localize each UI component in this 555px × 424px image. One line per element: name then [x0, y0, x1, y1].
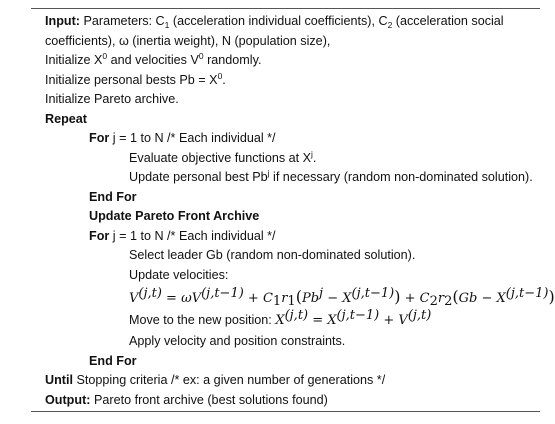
init-pb-sup: 0: [217, 70, 223, 81]
evaluate-text: Evaluate objective functions at X: [129, 150, 312, 165]
init-archive-text: Initialize Pareto archive.: [45, 92, 179, 106]
init-x-text: Initialize X: [45, 53, 103, 67]
init-archive-line: [45, 90, 540, 110]
until-line: [45, 371, 540, 391]
eq-plus-1: +: [243, 291, 263, 306]
eq-gb: Gb: [458, 291, 478, 306]
eq-minus-2: −: [477, 291, 497, 306]
input-text-4: coefficients), ω (inertia weight), N (population size),: [45, 33, 331, 48]
update-pb-line: [45, 168, 540, 188]
repeat-keyword: Repeat: [45, 111, 87, 126]
select-leader-line: Select leader Gb (random non-dominated solution).: [129, 248, 416, 262]
input-keyword: Input:: [45, 14, 80, 28]
eq-c1-sub: 1: [272, 294, 282, 309]
for-keyword-1: For: [89, 131, 110, 145]
eq-x-sup: (j,t−1): [351, 286, 395, 301]
input-text-2: (acceleration individual coefficients), C: [172, 14, 388, 28]
update-pb-text-2: if necessary (random non-dominated solution).: [273, 170, 533, 184]
algorithm-block: [45, 12, 555, 410]
eq-plus-2: +: [400, 291, 420, 306]
input-text-1: Parameters: C: [83, 14, 165, 28]
eq-minus-1: −: [323, 291, 343, 306]
pos-v-sup: (j,t): [407, 307, 432, 323]
init-pb-line: [45, 71, 540, 91]
input-text-3: (acceleration social: [395, 14, 504, 28]
evaluate-period: .: [312, 150, 317, 165]
output-keyword: Output:: [45, 392, 91, 407]
input-line-cont: [45, 32, 540, 52]
until-text: Stopping criteria /* ex: a given number of generations */: [76, 373, 386, 387]
pos-x-prev-sup: (j,t−1): [336, 307, 380, 323]
eq-r1: r: [281, 291, 288, 306]
update-archive-line: Update Pareto Front Archive: [89, 209, 260, 223]
eq-lparen-2: (: [452, 287, 459, 306]
for-text-2: j = 1 to N /* Each individual */: [112, 228, 276, 243]
eq-omega-v: ωV: [181, 291, 202, 306]
move-position-line: [45, 309, 540, 333]
evaluate-sup: j: [311, 148, 313, 159]
init-v-text: and velocities V: [110, 53, 199, 67]
for-line-1: [45, 129, 540, 149]
eq-equals: =: [161, 291, 182, 306]
update-pb-sup: j: [267, 168, 270, 178]
input-line: [45, 12, 540, 32]
end-for-2: End For: [89, 353, 137, 368]
evaluate-line: [45, 149, 540, 169]
eq-c2: C: [419, 291, 430, 306]
for-line-2: [45, 227, 540, 247]
eq-r1-sub: 1: [287, 294, 296, 309]
top-rule: [31, 8, 540, 9]
update-velocities-line: Update velocities:: [129, 267, 229, 282]
eq-x2-sup: (j,t−1): [505, 286, 549, 301]
for-keyword-2: For: [89, 228, 110, 243]
eq-r2-sub: 2: [444, 294, 453, 309]
init-randomly-text: randomly.: [207, 53, 262, 67]
pos-equals: =: [308, 312, 328, 328]
for-text-1: j = 1 to N /* Each individual */: [112, 131, 276, 145]
pos-plus: +: [379, 312, 399, 328]
until-keyword: Until: [45, 373, 73, 387]
velocity-equation: [45, 285, 555, 309]
bottom-rule: [31, 411, 540, 412]
eq-x2: X: [496, 291, 506, 306]
eq-c2-sub: 2: [429, 294, 438, 309]
move-text: Move to the new position:: [129, 312, 272, 327]
update-pb-text: Update personal best Pb: [129, 170, 268, 184]
pos-x-prev: X: [327, 312, 337, 328]
c1-subscript: 1: [164, 20, 170, 30]
pos-x: X: [275, 312, 285, 328]
init-x-sup: 0: [102, 51, 108, 61]
eq-r2: r: [437, 291, 445, 306]
end-for-1: End For: [89, 189, 137, 204]
pos-v: V: [398, 312, 408, 328]
eq-rparen-1: ): [394, 287, 401, 306]
eq-v-sup: (j,t): [138, 286, 162, 301]
pos-x-sup: (j,t): [284, 307, 309, 323]
output-text: Pareto front archive (best solutions found): [93, 392, 328, 407]
eq-rparen-2: ): [548, 287, 555, 306]
init-pb-period: .: [222, 72, 226, 87]
init-pb-text: Initialize personal bests Pb = X: [45, 72, 218, 87]
eq-v: V: [129, 291, 139, 306]
eq-x: X: [342, 291, 352, 306]
c2-subscript: 2: [387, 20, 393, 30]
eq-lparen-1: (: [295, 287, 302, 306]
init-v-sup: 0: [198, 51, 204, 61]
eq-omega-v-sup: (j,t−1): [201, 286, 244, 301]
init-x-line: [45, 51, 540, 71]
eq-pb: Pb: [301, 291, 320, 306]
output-line: [45, 391, 540, 411]
eq-c1: C: [262, 291, 273, 306]
apply-constraints-line: Apply velocity and position constraints.: [129, 334, 346, 348]
eq-pb-sup: j: [319, 286, 324, 301]
